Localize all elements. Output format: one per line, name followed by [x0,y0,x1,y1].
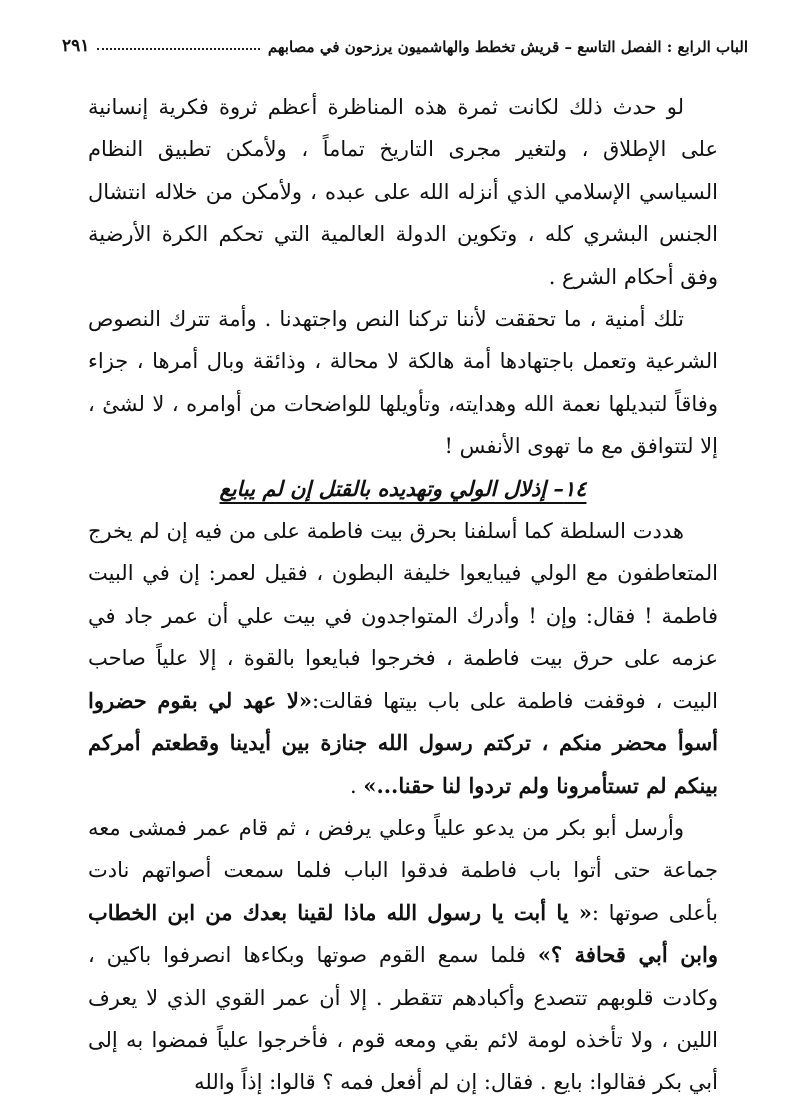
paragraph-3-end: . [349,773,364,798]
paragraph-4-continuation: فلما سمع القوم صوتها وبكاءها انصرفوا باكين ، وكادت قلوبهم تتصدع وأكبادهم تتقطر . إلا أن عمر القوي الذي لا يعرف اللين ، ولا تأخذه لومة لائم بقي ومعه قوم ، فأخرجوا علياً فمضوا به إلى أبي بكر فقالوا: بايع . فقال: إن لم أفعل فمه ؟ قالوا: إذاً والله [88,943,718,1095]
paragraph-3-text: هددت السلطة كما أسلفنا بحرق بيت فاطمة على من فيه إن لم يخرج المتعاطفون مع الولي فيبايعوا خليفة البطون ، فقيل لعمر: إن في البيت فاطمة ! فقال: وإن ! وأدرك المتواجدون في بيت علي أن عمر جاد في عزمه على حرق بيت فاطمة ، فخرجوا فبايعوا بالقوة ، إلا علياً صاحب البيت ، فوقفت فاطمة على باب بيتها فقالت: [88,519,718,713]
section-heading-text: ١٤– إذلال الولي وتهديده بالقتل إن لم يبايع [219,475,587,501]
paragraph-1: لو حدث ذلك لكانت ثمرة هذه المناظرة أعظم ثروة فكرية إنسانية على الإطلاق ، ولتغير مجرى التاريخ تماماً ، ولأمكن تطبيق النظام السياسي الإسلامي الذي أنزله الله على عبده ، ولأمكن من خلاله انتشال الجنس البشري كله ، وتكوين الدولة العالمية التي تحكم الكرة الأرضية وفق أحكام الشرع . [88,95,718,289]
header-dot-leader [97,48,260,50]
running-title: الباب الرابع : الفصل التاسع – قريش تخطط والهاشميون يرزحون في مصابهم [267,38,748,56]
page-number: ٢٩١ [62,36,90,56]
paragraph-2: تلك أمنية ، ما تحققت لأننا تركنا النص واجتهدنا . وأمة تترك النصوص الشرعية وتعمل باجتهادها أمة هالكة لا محالة ، وذائقة وبال أمرها ، جزاء وفاقاً لتبديلها نعمة الله وهدايته، وتأويلها للواضحات من أوامره ، لا لشئ ، إلا لتتوافق مع ما تهوى الأنفس ! [88,307,718,459]
body-text [88,86,718,1104]
page-header [62,26,748,56]
paragraph-4 [88,807,718,1104]
paragraph-4-text: وأرسل أبو بكر من يدعو علياً وعلي يرفض ، ثم قام عمر فمشى معه جماعة حتى أتوا باب فاطمة فدقوا الباب فلما سمعت أصواتهم نادت بأعلى صوتها : [88,815,718,925]
section-heading [88,468,718,510]
fatima-quote: «لا عهد لي بقوم حضروا أسوأ محضر منكم ، تركتم رسول الله جنازة بين أيدينا وقطعتم أمركم بينكم لم تستأمرونا ولم تردوا لنا حقنا...» [88,687,718,798]
paragraph-3 [88,510,718,807]
fatima-call-quote: « يا أبت يا رسول الله ماذا لقينا بعدك من ابن الخطاب وابن أبي قحافة ؟» [88,899,719,968]
